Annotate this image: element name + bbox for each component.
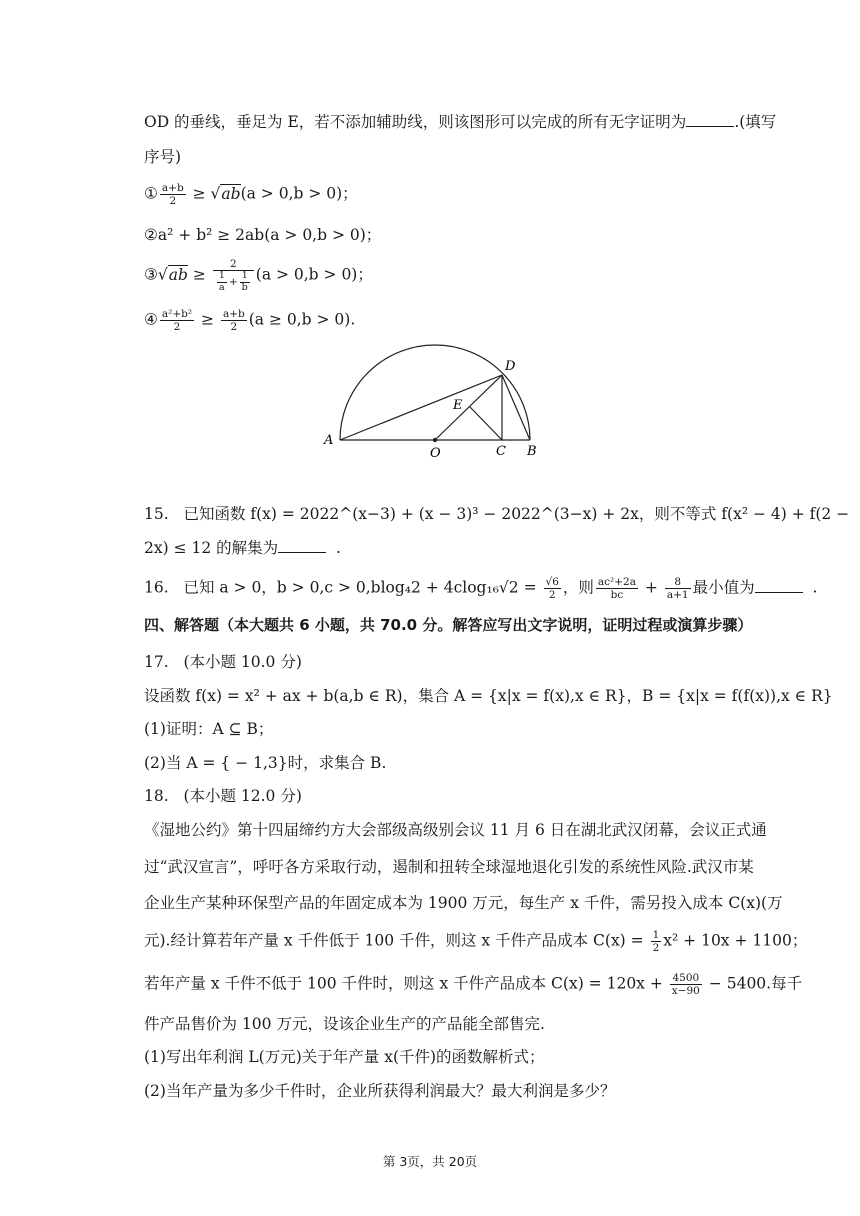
q18-line5: 若年产量 x 千件不低于 100 千件时，则这 x 千件产品成本 C(x) = 120x + $\frac{4500}{x-90}$ − 5400.每千 — [144, 972, 803, 997]
q14-line2: 序号) — [144, 148, 182, 166]
fraction: $\frac{a+b}{2}$ — [161, 182, 184, 207]
q18-line6: 件产品售价为 100 万元，设该企业生产的产品能全部售完. — [144, 1015, 545, 1033]
answer-blank — [278, 538, 326, 553]
fraction: 2 $\frac{1}{a}$ + $\frac{1}{b}$ — [213, 258, 254, 293]
q14-option-3: ③√ab ≥ 2 $\frac{1}{a}$ + $\frac{1}{b}$ (a > 0,b > 0)； — [144, 258, 373, 293]
fraction: $\frac{√6}{2}$ — [545, 576, 559, 601]
label-O: O — [430, 446, 441, 461]
q14-option-4: ④ $\frac{\text{a²+b²}}{2}$ ≥ $\frac{a+b}{2}$ (a ≥ 0,b > 0). — [144, 308, 356, 333]
answer-blank — [686, 112, 734, 127]
q18-part2: (2)当年产量为多少千件时，企业所获得利润最大？最大利润是多少？ — [144, 1082, 616, 1100]
answer-blank — [755, 578, 803, 593]
center-point-O — [433, 438, 437, 442]
semicircle-figure — [320, 340, 550, 466]
label-C: C — [496, 444, 506, 459]
fraction: $\frac{a+b}{2}$ — [222, 308, 245, 333]
segment-CE — [470, 407, 502, 440]
fraction: $\frac{1}{2}$ — [652, 929, 660, 954]
q18-line1: 《湿地公约》第十四届缔约方大会部级高级别会议 11 月 6 日在湖北武汉闭幕，会议正式通 — [144, 821, 767, 839]
fraction: $\frac{\text{ac²+2a}}{bc}$ — [597, 576, 636, 601]
q14-option-2: ②a² + b² ≥ 2ab(a > 0,b > 0)； — [144, 226, 382, 244]
q18-part1: (1)写出年利润 L(万元)关于年产量 x(千件)的函数解析式； — [144, 1048, 545, 1066]
label-B: B — [527, 444, 537, 459]
label-A: A — [324, 433, 334, 448]
q17-header: 17. (本小题 10.0 分) — [144, 653, 302, 671]
segment-DB — [502, 375, 530, 440]
q14-option-1: ① $\frac{a+b}{2}$ ≥ √ab(a > 0,b > 0)； — [144, 182, 358, 207]
q17-part2: (2)当 A = { − 1,3}时，求集合 B. — [144, 754, 387, 772]
fraction: $\frac{\text{a²+b²}}{2}$ — [161, 308, 193, 333]
q15-line1: 15. 已知函数 f(x) = 2022^(x−3) + (x − 3)³ − 2022^(3−x) + 2x，则不等式 f(x² − 4) + f(2 − — [144, 505, 850, 523]
q18-line3: 企业生产某种环保型产品的年固定成本为 1900 万元，每生产 x 千件，需另投入成本 C(x)(万 — [144, 894, 783, 912]
q15-line2: 2x) ≤ 12 的解集为 . — [144, 539, 341, 557]
label-E: E — [453, 398, 463, 413]
label-D: D — [505, 359, 516, 374]
section-heading: 四、解答题（本大题共 6 小题，共 70.0 分。解答应写出文字说明，证明过程或演算步骤） — [144, 616, 753, 634]
q18-line4: 元).经计算若年产量 x 千件低于 100 千件，则这 x 千件产品成本 C(x) = $\frac{1}{2}$ x² + 10x + 1100； — [144, 929, 808, 954]
q17-stem: 设函数 f(x) = x² + ax + b(a,b ∈ R)，集合 A = {x|x = f(x),x ∈ R}，B = {x|x = f(f(x)),x ∈ R} — [144, 687, 833, 705]
page-footer: 第 3页，共 20页 — [382, 1154, 478, 1169]
segment-AD — [340, 375, 502, 440]
fraction: $\frac{8}{a+1}$ — [666, 576, 689, 601]
q16-line: 16. 已知 a > 0，b > 0,c > 0,blog₄2 + 4clog₁₆√2 = $\frac{√6}{2}$ ，则 $\frac{\text{ac²+2a}}{bc}$ + $\frac{8}{a+1}$ 最小值为 . — [144, 576, 818, 601]
fraction: $\frac{4500}{x-90}$ — [671, 972, 700, 997]
q17-part1: (1)证明：A ⊆ B； — [144, 720, 274, 738]
q18-header: 18. (本小题 12.0 分) — [144, 787, 302, 805]
q14-line1: OD 的垂线，垂足为 E，若不添加辅助线，则该图形可以完成的所有无字证明为 .(填写 — [144, 113, 777, 131]
q18-line2: 过“武汉宣言”，呼吁各方采取行动，遏制和扭转全球湿地退化引发的系统性风险.武汉市某 — [144, 858, 754, 876]
